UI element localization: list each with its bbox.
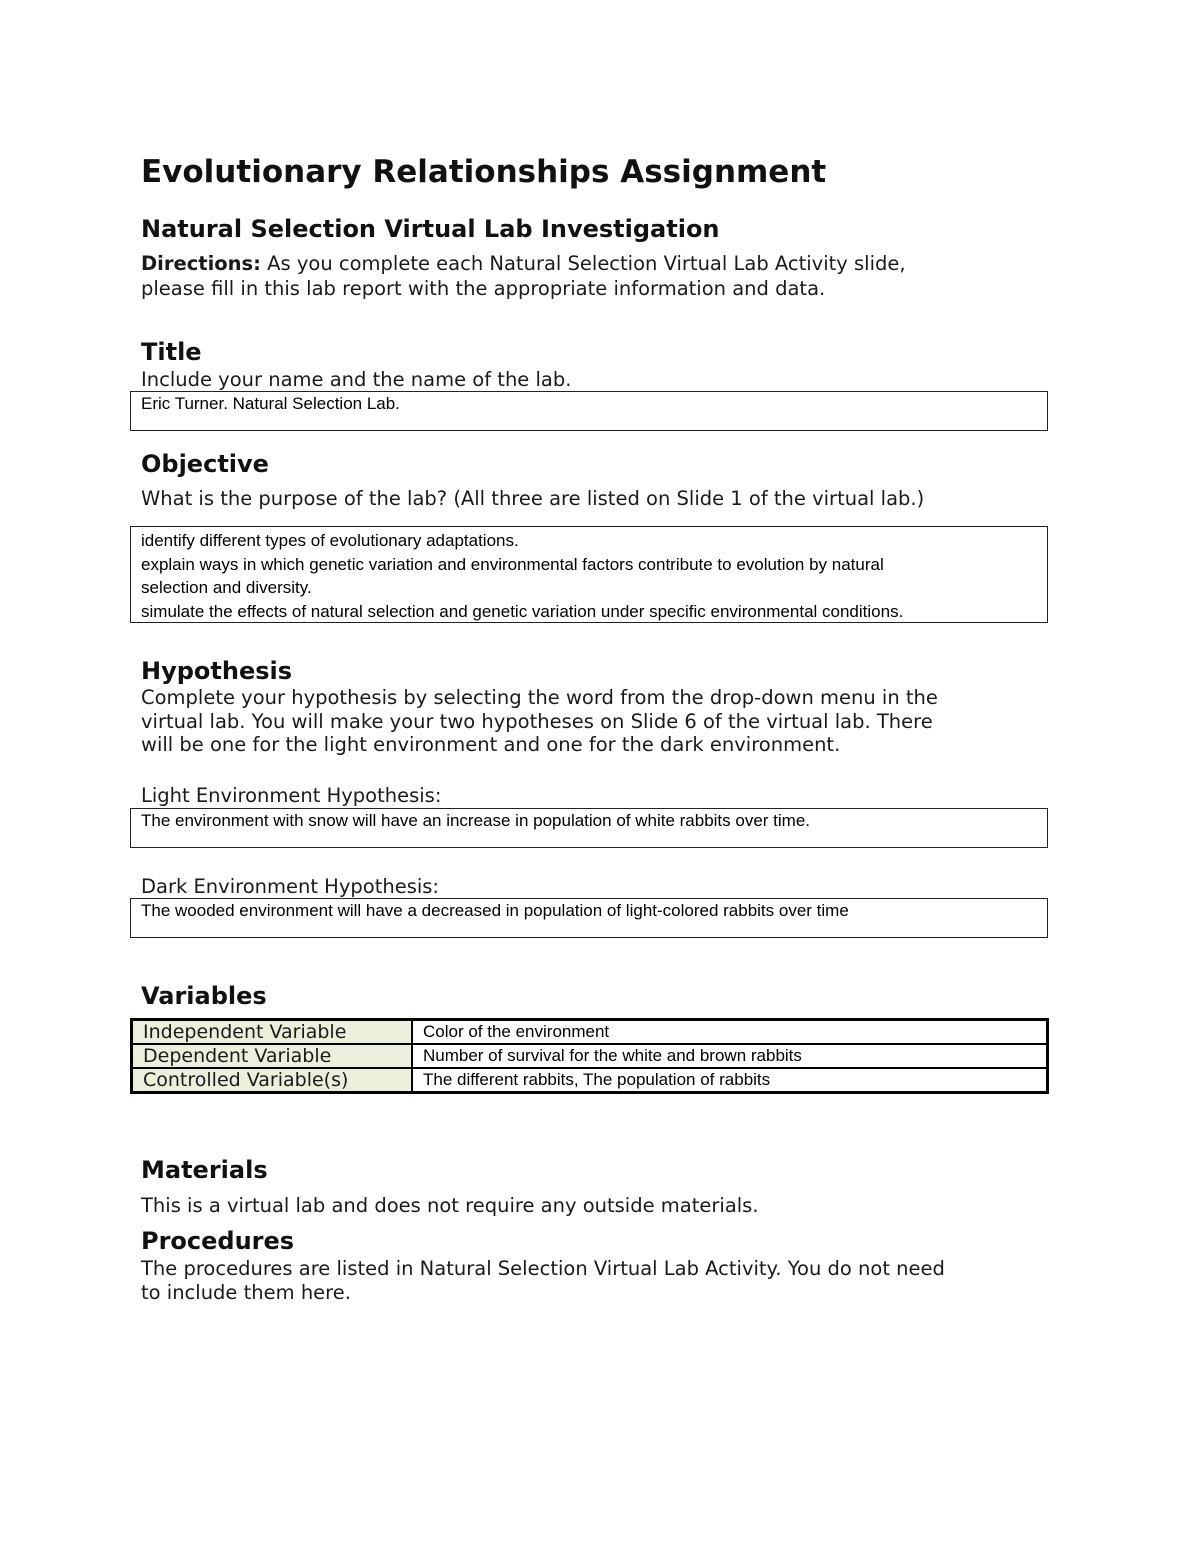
materials-heading: Materials xyxy=(141,1156,268,1184)
variables-heading: Variables xyxy=(141,982,267,1010)
variable-label: Dependent Variable xyxy=(132,1044,413,1068)
objective-answer-line: explain ways in which genetic variation and environmental factors contribute to evolution by natural xyxy=(141,554,884,574)
table-row xyxy=(132,1020,1048,1045)
objective-heading: Objective xyxy=(141,450,269,478)
hypothesis-instruction-line: Complete your hypothesis by selecting the word from the drop-down menu in the xyxy=(141,686,938,709)
variable-value[interactable]: The different rabbits, The population of rabbits xyxy=(412,1068,1048,1093)
variable-value[interactable]: Number of survival for the white and brown rabbits xyxy=(412,1044,1048,1068)
procedures-line: to include them here. xyxy=(141,1280,351,1304)
objective-answer-line: identify different types of evolutionary adaptations. xyxy=(141,531,519,550)
variables-table xyxy=(130,1018,1049,1094)
title-answer: Eric Turner. Natural Selection Lab. xyxy=(141,394,400,413)
objective-answer-box[interactable] xyxy=(130,526,1048,623)
hypothesis-instruction-line: will be one for the light environment and one for the dark environment. xyxy=(141,733,841,756)
procedures-line: The procedures are listed in Natural Selection Virtual Lab Activity. You do not need xyxy=(141,1257,945,1280)
dark-hypothesis-answer: The wooded environment will have a decreased in population of light-colored rabbits over time xyxy=(141,901,849,920)
document-subtitle: Natural Selection Virtual Lab Investigation xyxy=(141,215,720,243)
procedures-text xyxy=(141,1257,945,1304)
table-row xyxy=(132,1068,1048,1093)
directions-line-2: please fill in this lab report with the appropriate information and data. xyxy=(141,277,826,300)
dark-hypothesis-label: Dark Environment Hypothesis: xyxy=(141,875,440,898)
hypothesis-instruction xyxy=(141,686,938,757)
objective-answer-lines xyxy=(131,527,1047,623)
directions-line-1: As you complete each Natural Selection Virtual Lab Activity slide, xyxy=(260,252,906,275)
objective-answer-line: selection and diversity. xyxy=(141,578,312,597)
procedures-heading: Procedures xyxy=(141,1227,295,1255)
variable-label: Independent Variable xyxy=(132,1020,413,1045)
variable-value[interactable]: Color of the environment xyxy=(412,1020,1048,1045)
variable-label: Controlled Variable(s) xyxy=(132,1068,413,1093)
hypothesis-heading: Hypothesis xyxy=(141,657,293,685)
materials-text: This is a virtual lab and does not require any outside materials. xyxy=(141,1194,759,1217)
objective-answer-line: simulate the effects of natural selection and genetic variation under specific environmental conditions. xyxy=(141,601,904,621)
hypothesis-instruction-line: virtual lab. You will make your two hypotheses on Slide 6 of the virtual lab. There xyxy=(141,709,933,733)
light-hypothesis-box[interactable] xyxy=(130,808,1048,848)
title-instruction: Include your name and the name of the lab. xyxy=(141,368,572,391)
dark-hypothesis-box[interactable] xyxy=(130,898,1048,938)
light-hypothesis-answer: The environment with snow will have an increase in population of white rabbits over time. xyxy=(141,811,811,830)
title-heading: Title xyxy=(141,338,202,366)
document-title: Evolutionary Relationships Assignment xyxy=(141,154,827,190)
table-row xyxy=(132,1044,1048,1068)
light-hypothesis-label: Light Environment Hypothesis: xyxy=(141,784,442,807)
title-answer-box[interactable] xyxy=(130,391,1048,431)
directions-text xyxy=(141,251,906,301)
objective-instruction: What is the purpose of the lab? (All three are listed on Slide 1 of the virtual lab.) xyxy=(141,487,925,510)
directions-label: Directions: xyxy=(141,252,261,275)
